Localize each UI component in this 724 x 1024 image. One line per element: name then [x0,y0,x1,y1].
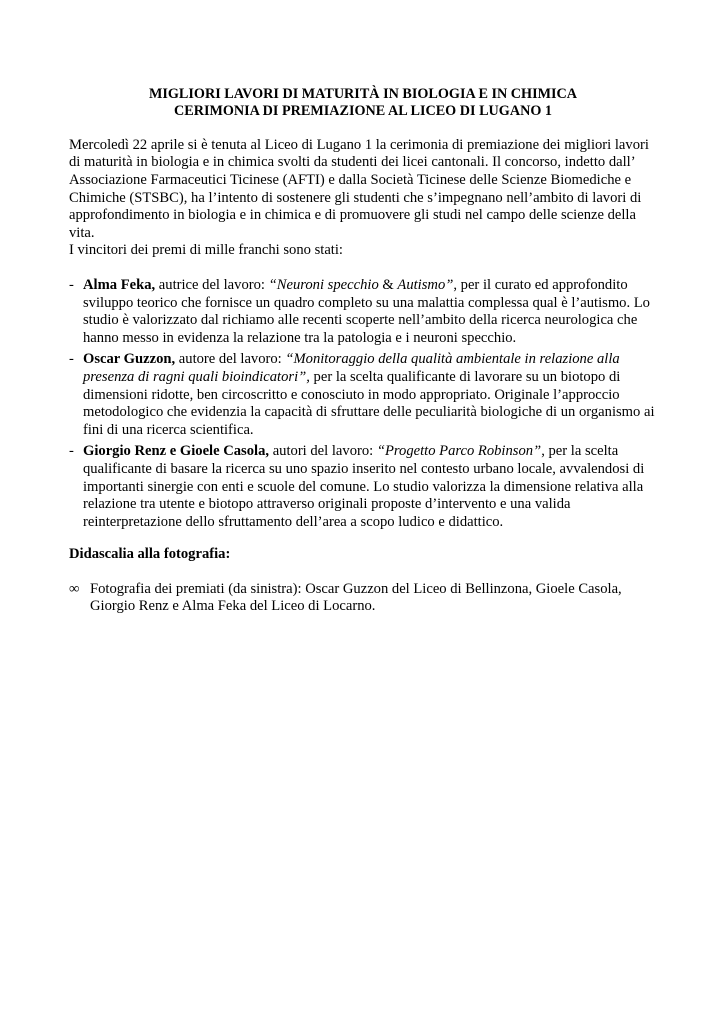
document-title [69,86,657,121]
title-line-1: MIGLIORI LAVORI DI MATURITÀ IN BIOLOGIA E IN CHIMICA [148,86,578,102]
winner-description: , per il curato ed approfondito sviluppo teorico che fornisce un quadro completo su una malattia complessa qual è l’autismo. Lo studio è valorizzato dal richiamo alle recenti scoperte nell’ambito della ricerca neurologica che hanno messo in evidenza la relazione tra la patologia e i neuroni specchio. [83,276,650,346]
document-page [69,86,657,616]
winner-description: , per la scelta qualificante di basare la ricerca su uno spazio inserito nel contesto urbano locale, avvalendosi di importanti sinergie con enti e scuole del comune. Lo studio valorizza la dimensione relativa alla relazione tra utente e biotopo attraverso originali proposte d’intervento e una valida reinterpretazione dello sfruttamento dell’area a scopo ludico e didattico. [83,443,645,530]
list-dash: - [69,443,74,460]
winner-item-renz-casola [69,443,657,531]
winner-role: autori del lavoro: [269,443,377,460]
intro-paragraph: Mercoledì 22 aprile si è tenuta al Liceo di Lugano 1 la cerimonia di premiazione dei migliori lavori di maturità in biologia e in chimica svolti da studenti dei licei cantonali. Il concorso, indetto dall’ Associazione Farmaceutici Ticinese (AFTI) e dalla Società Ticinese delle Scienze Biomediche e Chimiche (STSBC), ha l’intento di sostenere gli studenti che s’impegnano nell’ambito di lavori di approfondimento in biologia e in chimica e di promuovere gli studi nel campo delle scienze della vita. [69,136,649,241]
work-title: “Progetto Parco Robinson” [376,443,542,460]
winner-description: per la scelta qualificante di lavorare su un biotopo di dimensioni ridotte, ben circoscritto e conosciuto in modo appropriato. Originale l’approccio metodologico che evidenzia la capacità di sfruttare delle peculiarità biologiche di un organismo ai fini di una ricerca scientifica. [83,368,655,438]
list-dash: - [69,276,74,293]
winner-item-guzzon [69,351,657,439]
work-title-join: & [378,276,398,293]
work-title-end: Autismo” [397,276,454,293]
caption-text: Fotografia dei premiati (da sinistra): Oscar Guzzon del Liceo di Bellinzona, Gioele Casola, Giorgio Renz e Alma Feka del Liceo di Locarno. [90,580,622,615]
winner-item-feka [69,277,657,347]
winner-role: autore del lavoro: [175,351,286,368]
winners-intro: I vincitori dei premi di mille franchi sono stati: [69,242,343,259]
caption-list [69,581,657,616]
winner-names: Oscar Guzzon, [83,351,176,368]
title-line-2: CERIMONIA DI PREMIAZIONE AL LICEO DI LUGANO 1 [174,103,552,120]
work-title: “Neuroni specchio [268,276,379,293]
caption-heading: Didascalia alla fotografia: [69,546,231,563]
list-dash: - [69,351,74,368]
winners-list [69,277,657,531]
winner-role: autrice del lavoro: [155,276,269,293]
work-title: “Monitoraggio della qualità ambientale in relazione alla presenza di ragni quali bioindicatori”, [83,351,620,385]
caption-item [69,581,657,616]
intro-section [69,137,657,260]
winner-names: Giorgio Renz e Gioele Casola, [83,443,270,460]
winner-names: Alma Feka, [83,276,156,293]
infinity-bullet-icon: ∞ [69,580,80,597]
